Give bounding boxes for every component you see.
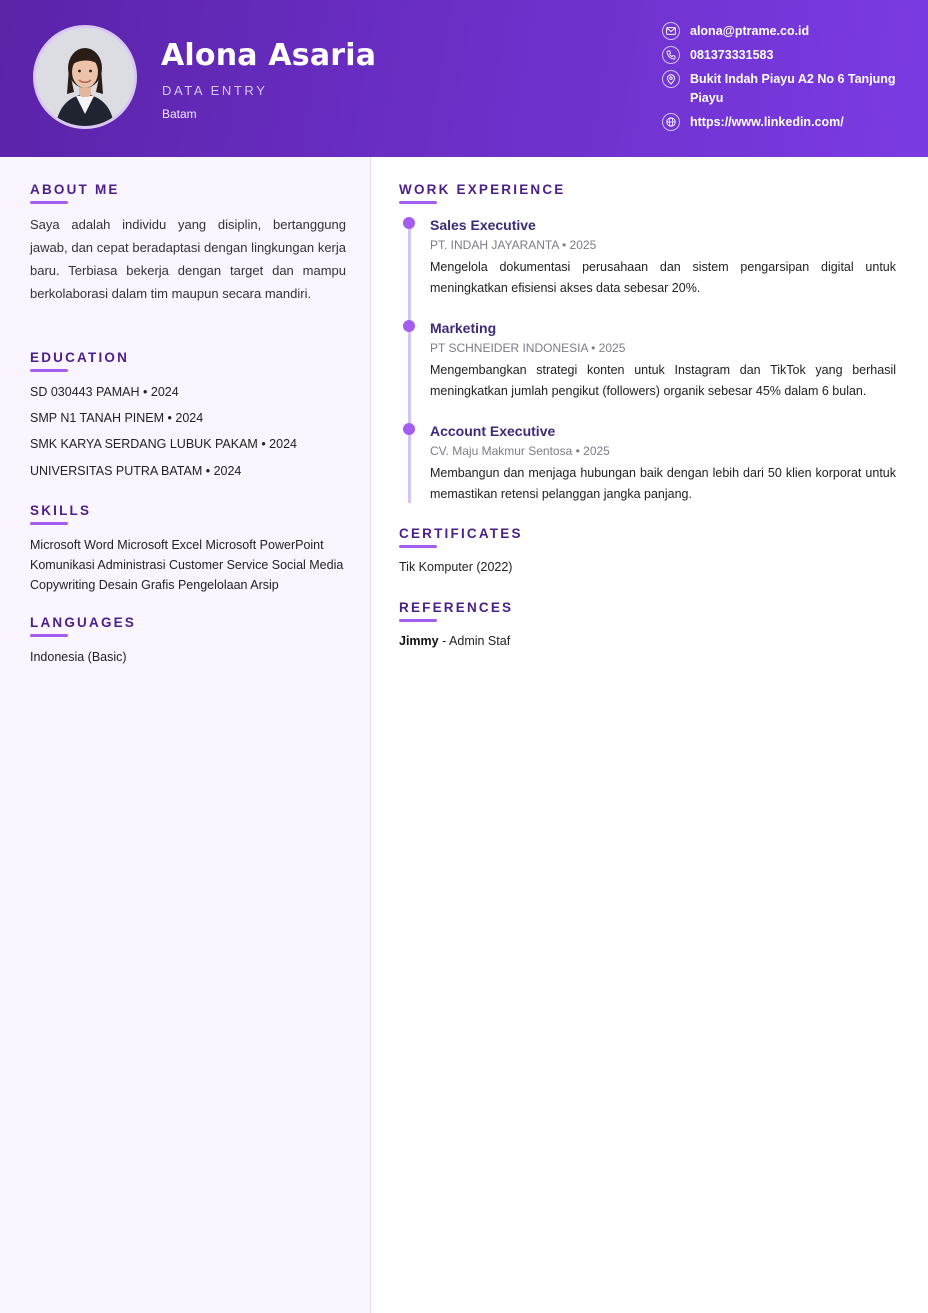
mail-icon xyxy=(662,22,680,40)
job-role: Marketing xyxy=(430,320,497,336)
job-meta: PT SCHNEIDER INDONESIA • 2025 xyxy=(430,341,626,355)
certificates-title: CERTIFICATES xyxy=(399,526,523,541)
location-icon xyxy=(662,70,680,88)
job-title: DATA ENTRY xyxy=(162,83,268,98)
education-item: SMK KARYA SERDANG LUBUK PAKAM • 2024 xyxy=(30,437,297,451)
profile-photo-image xyxy=(36,28,134,126)
city: Batam xyxy=(162,107,197,121)
timeline-line xyxy=(408,223,411,503)
education-underline xyxy=(30,369,68,372)
education-item: SD 030443 PAMAH • 2024 xyxy=(30,385,179,399)
contact-phone-text: 081373331583 xyxy=(690,48,774,62)
right-column xyxy=(371,157,928,1313)
certificates-underline xyxy=(399,545,437,548)
references-underline xyxy=(399,619,437,622)
job-meta: PT. INDAH JAYARANTA • 2025 xyxy=(430,238,597,252)
contact-email-text: alona@ptrame.co.id xyxy=(690,24,810,38)
job-description: Mengembangkan strategi konten untuk Instagram dan TikTok yang berhasil meningkatkan jumlah pengikut (followers) organik sebesar 45% dalam 6 bulan. xyxy=(430,363,896,398)
resume-header xyxy=(0,0,928,157)
skills-text: Microsoft Word Microsoft Excel Microsoft PowerPoint Komunikasi Administrasi Customer Service Social Media Copywriting Desain Grafis Pengelolaan Arsip xyxy=(30,538,344,592)
about-text: Saya adalah individu yang disiplin, bertanggung jawab, dan cepat beradaptasi dengan lingkungan kerja baru. Terbiasa bekerja dengan target dan mampu berkolaborasi dalam tim maupun secara mandiri. xyxy=(30,217,346,301)
job-role: Sales Executive xyxy=(430,217,536,233)
contact-address xyxy=(662,70,902,108)
phone-icon xyxy=(662,46,680,64)
contact-phone[interactable] xyxy=(662,46,902,65)
contact-address-text: Bukit Indah Piayu A2 No 6 Tanjung Piayu xyxy=(690,72,896,105)
work-title: WORK EXPERIENCE xyxy=(399,182,566,197)
languages-underline xyxy=(30,634,68,637)
contact-email[interactable] xyxy=(662,22,902,41)
job-meta: CV. Maju Makmur Sentosa • 2025 xyxy=(430,444,610,458)
timeline-dot xyxy=(403,320,415,332)
timeline-dot xyxy=(403,217,415,229)
job-role: Account Executive xyxy=(430,423,556,439)
contact-website-text: https://www.linkedin.com/ xyxy=(690,115,844,129)
languages-text: Indonesia (Basic) xyxy=(30,650,127,664)
job-description: Mengelola dokumentasi perusahaan dan sistem pengarsipan digital untuk meningkatkan efisiensi akses data sebesar 20%. xyxy=(430,260,896,295)
profile-photo xyxy=(33,25,137,129)
left-column xyxy=(0,157,371,1313)
skills-title: SKILLS xyxy=(30,503,92,518)
job-description: Membangun dan menjaga hubungan baik dengan lebih dari 50 klien korporat untuk memastikan retensi pelanggan jangka panjang. xyxy=(430,466,896,501)
person-name: Alona Asaria xyxy=(161,38,377,73)
education-title: EDUCATION xyxy=(30,350,130,365)
contact-website[interactable] xyxy=(662,113,902,132)
reference-role: - Admin Staf xyxy=(438,634,511,648)
reference-name: Jimmy xyxy=(399,634,439,648)
reference-item xyxy=(399,634,510,648)
education-item: SMP N1 TANAH PINEM • 2024 xyxy=(30,411,204,425)
globe-icon xyxy=(662,113,680,131)
work-underline xyxy=(399,201,437,204)
contact-list xyxy=(662,22,902,137)
languages-title: LANGUAGES xyxy=(30,615,137,630)
skills-underline xyxy=(30,522,68,525)
timeline-dot xyxy=(403,423,415,435)
references-title: REFERENCES xyxy=(399,600,514,615)
about-underline xyxy=(30,201,68,204)
education-item: UNIVERSITAS PUTRA BATAM • 2024 xyxy=(30,464,242,478)
about-title: ABOUT ME xyxy=(30,182,120,197)
certificate-item: Tik Komputer (2022) xyxy=(399,560,513,574)
